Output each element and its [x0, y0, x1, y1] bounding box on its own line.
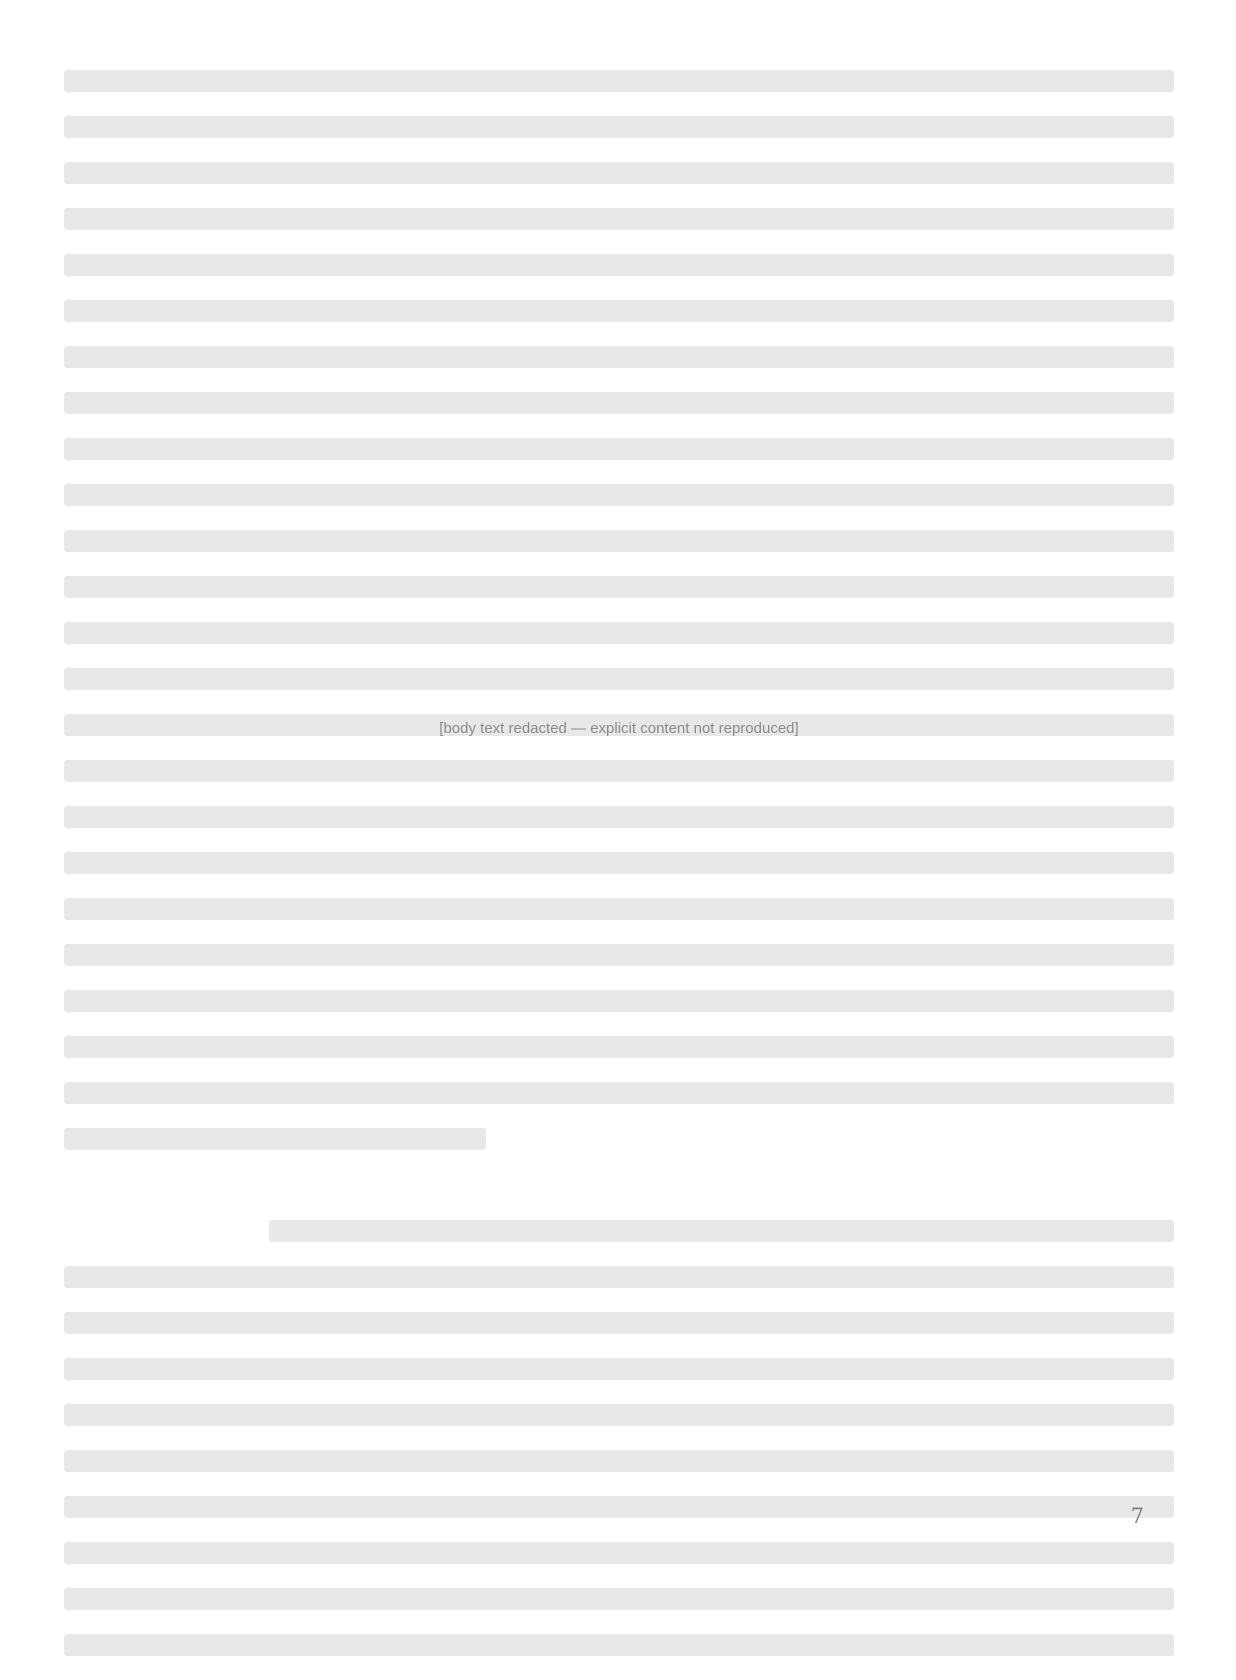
- redacted-text-line: [64, 208, 1174, 230]
- page-number: 7: [1130, 1504, 1144, 1528]
- redacted-text-line: [64, 254, 1174, 276]
- redacted-text-line: [64, 346, 1174, 368]
- redacted-text-line: [64, 1082, 1174, 1104]
- redacted-text-line: [269, 1220, 1174, 1242]
- redacted-text-line: [64, 1634, 1174, 1656]
- redacted-text-line: [64, 392, 1174, 414]
- redacted-text-line: [64, 1312, 1174, 1334]
- redacted-text-line: [64, 484, 1174, 506]
- redaction-note: [body text redacted — explicit content not reproduced]: [439, 720, 799, 737]
- redacted-text-line: [64, 576, 1174, 598]
- redacted-text-line: [64, 1036, 1174, 1058]
- body-text-block: [64, 70, 1174, 1680]
- redacted-text-line: [64, 438, 1174, 460]
- redacted-text-line: [64, 944, 1174, 966]
- redacted-text-line: [64, 806, 1174, 828]
- redacted-text-line: [64, 300, 1174, 322]
- redacted-text-line: [64, 1588, 1174, 1610]
- redacted-text-line: [64, 1404, 1174, 1426]
- redacted-text-line: [64, 1450, 1174, 1472]
- redacted-text-line: [64, 162, 1174, 184]
- redacted-text-line: [64, 760, 1174, 782]
- redacted-text-line: [64, 1496, 1174, 1518]
- redacted-text-line: [64, 70, 1174, 92]
- redacted-text-line: [64, 1542, 1174, 1564]
- redacted-text-line: [64, 668, 1174, 690]
- redacted-text-line: [64, 1358, 1174, 1380]
- redacted-text-line: [64, 116, 1174, 138]
- redacted-text-line: [64, 622, 1174, 644]
- redacted-text-line: [64, 898, 1174, 920]
- redacted-text-line: [64, 530, 1174, 552]
- redacted-text-line: [64, 990, 1174, 1012]
- redacted-text-line: [64, 852, 1174, 874]
- redacted-text-line: [64, 1128, 486, 1150]
- redacted-text-line: [64, 1266, 1174, 1288]
